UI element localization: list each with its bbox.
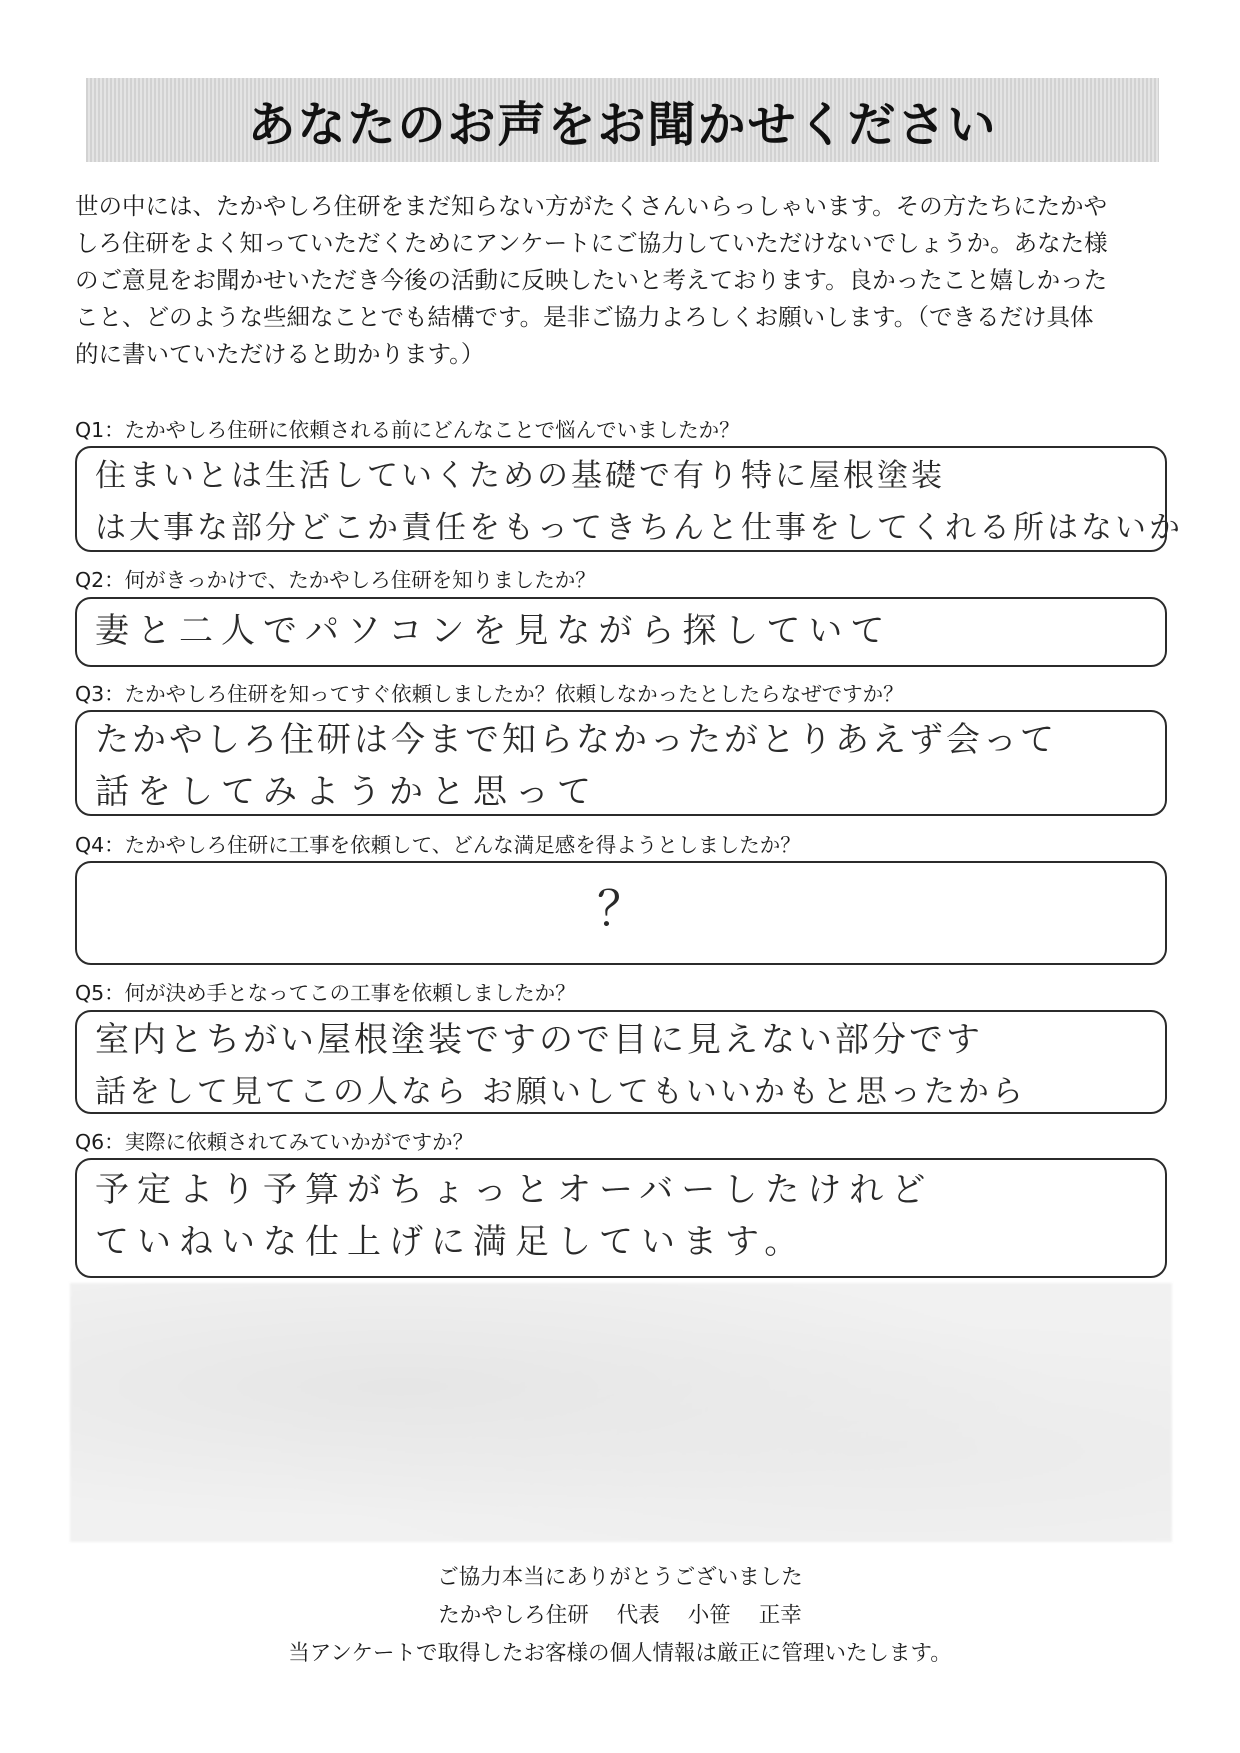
question-3-label: Q3：たかやしろ住研を知ってすぐ依頼しましたか？依頼しなかったとしたらなぜですか？	[75, 682, 904, 706]
signer-role: 代表	[616, 1603, 660, 1628]
answer-1-line: 住まいとは生活していくための基礎で有り特に屋根塗装	[95, 458, 945, 494]
title-banner	[86, 78, 1159, 162]
answer-3-line: 話をしてみようかと思って	[95, 772, 599, 812]
intro-line: のご意見をお聞かせいただき今後の活動に反映したいと考えております。良かったこと嬉しかった	[75, 266, 1108, 294]
answer-3-line: たかやしろ住研は今まで知らなかったがとりあえず会って	[95, 720, 1057, 760]
question-5-label: Q5：何が決め手となってこの工事を依頼しましたか？	[75, 981, 576, 1005]
intro-line: 的に書いていただけると助かります。）	[75, 340, 485, 368]
signer-given-name: 正幸	[758, 1603, 802, 1628]
privacy-notice: 当アンケートで取得したお客様の個人情報は厳正に管理いたします。	[288, 1641, 952, 1666]
answer-2-line: 妻と二人でパソコンを見ながら探していて	[95, 611, 893, 651]
question-1-label: Q1：たかやしろ住研に依頼される前にどんなことで悩んでいましたか？	[75, 418, 740, 442]
intro-line: こと、どのような些細なことでも結構です。是非ご協力よろしくお願いします。（できるだけ具体	[75, 303, 1094, 331]
answer-1-line: は大事な部分どこか責任をもってきちんと仕事をしてくれる所はないか	[95, 510, 1183, 546]
intro-text	[75, 188, 1173, 373]
signer-surname: 小笹	[687, 1603, 731, 1628]
company-name: たかやしろ住研	[438, 1603, 589, 1628]
intro-line: 世の中には、たかやしろ住研をまだ知らない方がたくさんいらっしゃいます。その方たちにたかや	[75, 192, 1108, 220]
answer-5-line: 室内とちがい屋根塗装ですので目に見えない部分です	[95, 1020, 983, 1060]
question-4-label: Q4：たかやしろ住研に工事を依頼して、どんな満足感を得ようとしましたか？	[75, 833, 801, 857]
intro-line: しろ住研をよく知っていただくためにアンケートにご協力していただけないでしょうか。あなた様	[75, 229, 1108, 257]
redacted-area	[70, 1283, 1172, 1542]
answer-4-box	[75, 861, 1167, 965]
answer-6-line: ていねいな仕上げに満足しています。	[95, 1222, 807, 1262]
question-6-label: Q6：実際に依頼されてみていかがですか？	[75, 1130, 474, 1154]
answer-2-box	[75, 597, 1167, 667]
answer-1-box	[75, 446, 1183, 552]
page-title: あなたのお声をお聞かせください	[247, 96, 998, 153]
question-2-label: Q2：何がきっかけで、たかやしろ住研を知りましたか？	[75, 568, 596, 592]
answer-6-box	[75, 1158, 1167, 1278]
answer-4-line: ？	[597, 881, 654, 937]
answer-5-box	[75, 1010, 1167, 1114]
signature	[0, 1598, 1240, 1629]
answer-5-line: 話をして見てこの人なら お願いしてもいいかもと思ったから	[95, 1074, 1026, 1110]
answer-6-line: 予定より予算がちょっとオーバーしたけれど	[95, 1170, 934, 1210]
closing-thanks: ご協力本当にありがとうございました	[437, 1565, 803, 1590]
answer-3-box	[75, 710, 1167, 816]
